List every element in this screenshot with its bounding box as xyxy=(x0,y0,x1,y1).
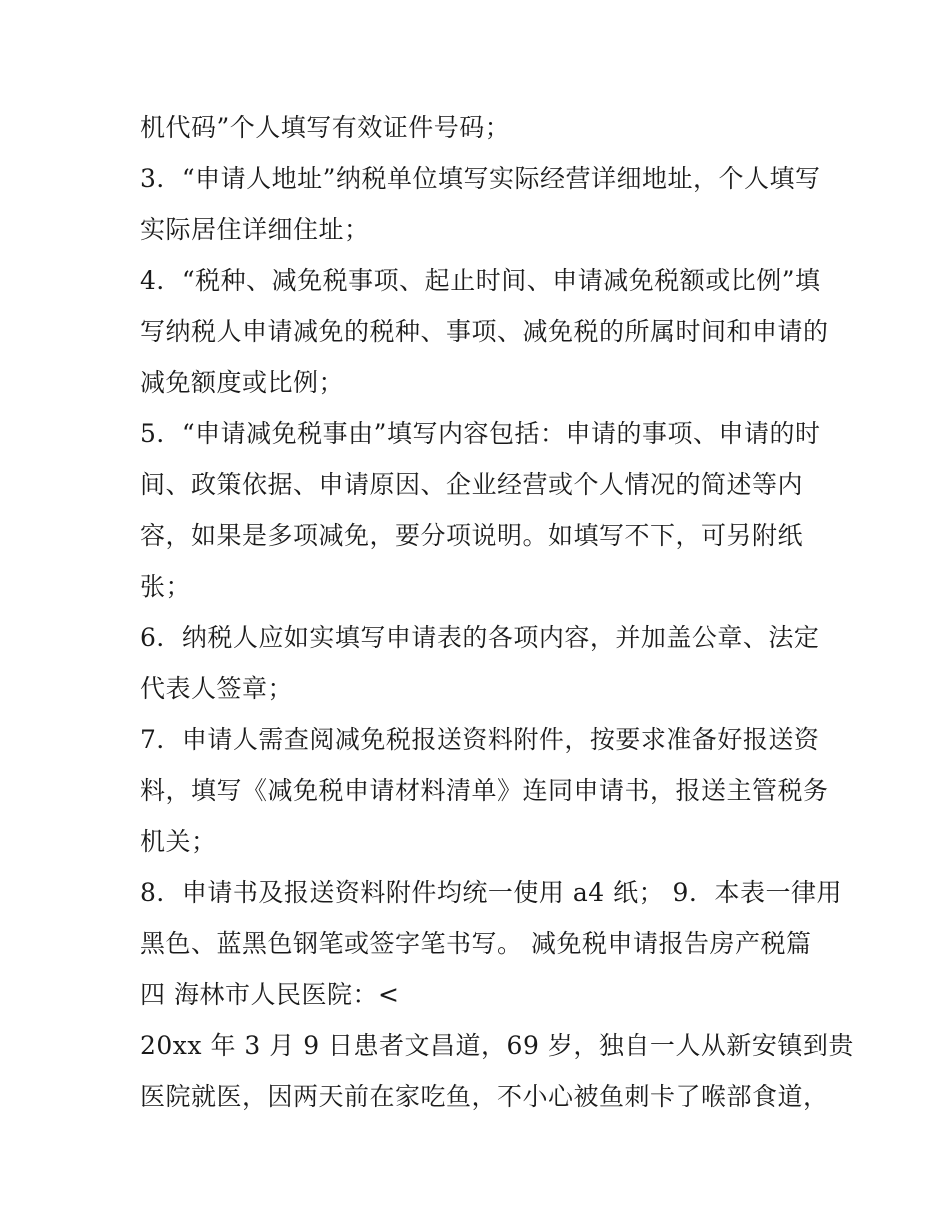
text-line: 机代码”个人填写有效证件号码； xyxy=(140,113,511,142)
text-line: 医院就医，因两天前在家吃鱼，不小心被鱼刺卡了喉部食道， xyxy=(140,1082,829,1111)
text-line: 4．“税种、减免税事项、起止时间、申请减免税额或比例”填 xyxy=(140,266,821,295)
text-line: 容，如果是多项减免，要分项说明。如填写不下，可另附纸 xyxy=(140,521,804,550)
text-line: 减免额度或比例； xyxy=(140,368,345,397)
text-line: 20xx 年 3 月 9 日患者文昌道，69 岁，独自一人从新安镇到贵 xyxy=(140,1031,854,1060)
text-line: 实际居住详细住址； xyxy=(140,215,370,244)
text-line: 张； xyxy=(140,572,192,601)
text-line: 机关； xyxy=(140,827,217,856)
text-line: 四 海林市人民医院：< xyxy=(140,980,400,1009)
text-line: 3．“申请人地址”纳税单位填写实际经营详细地址，个人填写 xyxy=(140,164,821,193)
text-line: 料，填写《减免税申请材料清单》连同申请书，报送主管税务 xyxy=(140,776,829,805)
text-line: 写纳税人申请减免的税种、事项、减免税的所属时间和申请的 xyxy=(140,317,829,346)
text-line: 黑色、蓝黑色钢笔或签字笔书写。 减免税申请报告房产税篇 xyxy=(140,929,812,958)
text-line: 8．申请书及报送资料附件均统一使用 a4 纸； 9．本表一律用 xyxy=(140,878,842,907)
text-line: 6．纳税人应如实填写申请表的各项内容，并加盖公章、法定 xyxy=(140,623,820,652)
text-line: 间、政策依据、申请原因、企业经营或个人情况的简述等内 xyxy=(140,470,804,499)
text-line: 代表人签章； xyxy=(140,674,294,703)
text-line: 5．“申请减免税事由”填写内容包括：申请的事项、申请的时 xyxy=(140,419,821,448)
text-line: 7．申请人需查阅减免税报送资料附件，按要求准备好报送资 xyxy=(140,725,820,754)
